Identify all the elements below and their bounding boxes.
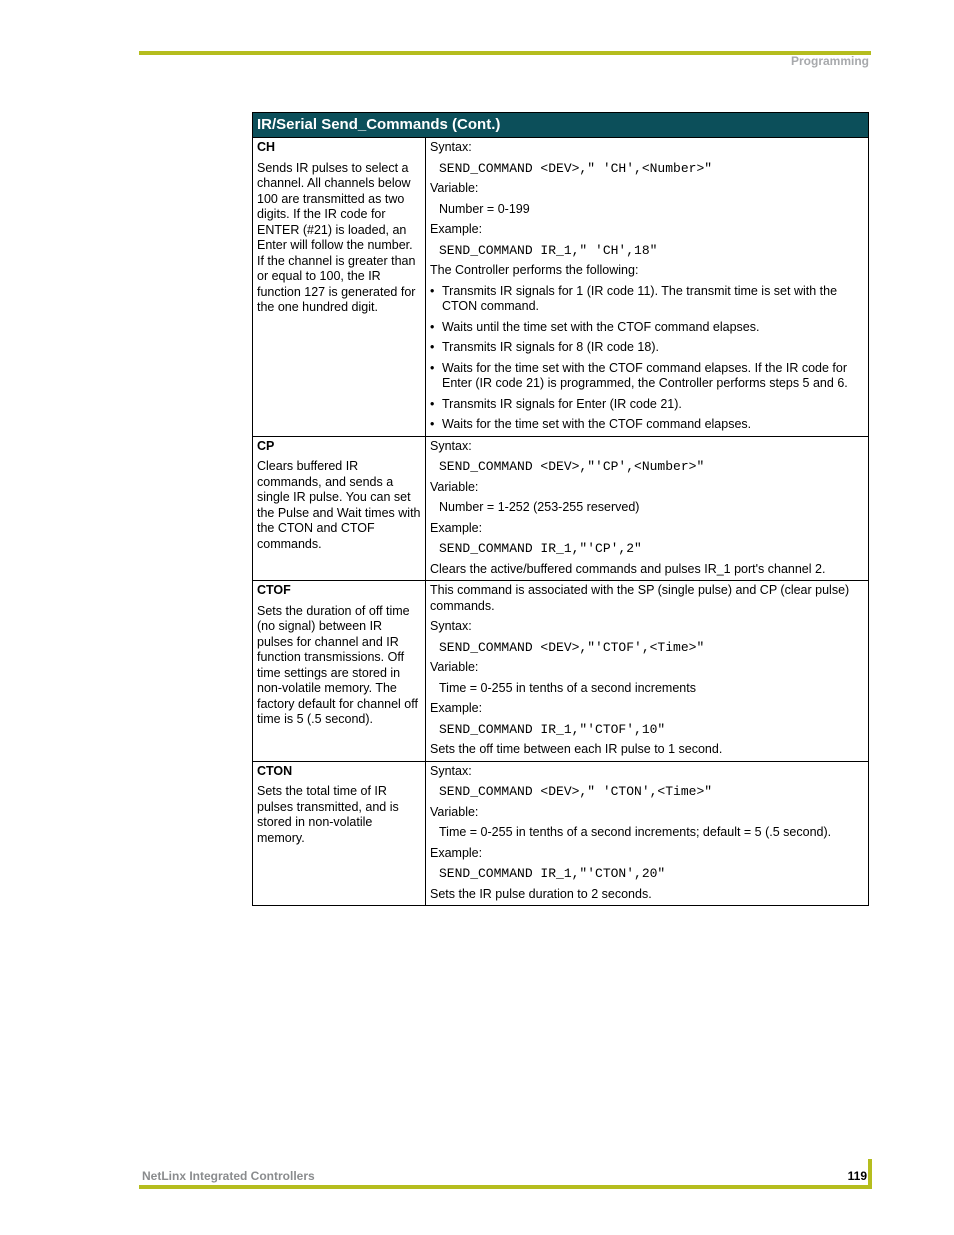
- syntax-code: SEND_COMMAND <DEV>," 'CH',<Number>": [439, 160, 713, 176]
- example-label: Example:: [430, 701, 483, 715]
- syntax-label: Syntax:: [430, 140, 472, 154]
- variable-value: Time = 0-255 in tenths of a second increments; default = 5 (.5 second).: [439, 825, 832, 839]
- variable-value: Time = 0-255 in tenths of a second increments: [439, 680, 696, 695]
- list-item: • Transmits IR signals for 8 (IR code 18).: [430, 340, 864, 356]
- header-rule: [139, 51, 871, 55]
- footer-title: NetLinx Integrated Controllers: [142, 1169, 315, 1183]
- command-description: Sends IR pulses to select a channel. All channels below 100 are transmitted as two digits. If the IR code for ENTER (#21) is loaded, an Enter will follow the number. If the channel is greater than or equal to 100, the IR function 127 is generated for the one hundred digit.: [257, 160, 416, 314]
- command-cell: [253, 436, 426, 581]
- list-item: • Waits for the time set with the CTOF command elapses. If the IR code for Enter (IR code 21) is programmed, the Controller performs steps 5 and 6.: [430, 361, 864, 392]
- command-description: Sets the total time of IR pulses transmitted, and is stored in non-volatile memory.: [257, 784, 399, 845]
- variable-label: Variable:: [430, 181, 479, 195]
- page-number: 119: [847, 1169, 867, 1183]
- command-name: CTON: [257, 763, 293, 778]
- variable-value: Number = 1-252 (253-255 reserved): [439, 500, 640, 514]
- example-code: SEND_COMMAND IR_1," 'CH',18": [439, 242, 658, 258]
- section-label: Programming: [790, 54, 869, 68]
- command-name: CH: [257, 140, 276, 154]
- command-table: [252, 112, 869, 906]
- result-text: Sets the IR pulse duration to 2 seconds.: [430, 886, 652, 901]
- example-code: SEND_COMMAND IR_1,"'CTON',20": [439, 866, 666, 881]
- result-text: Sets the off time between each IR pulse to 1 second.: [430, 742, 723, 756]
- example-label: Example:: [430, 845, 483, 860]
- syntax-code: SEND_COMMAND <DEV>,"'CP',<Number>": [439, 459, 705, 474]
- footer-rule: [139, 1185, 871, 1189]
- table-title: IR/Serial Send_Commands (Cont.): [253, 113, 869, 138]
- intro-text: This command is associated with the SP (single pulse) and CP (clear pulse) commands.: [430, 583, 850, 613]
- example-label: Example:: [430, 520, 483, 535]
- example-code: SEND_COMMAND IR_1,"'CTOF',10": [439, 721, 666, 737]
- list-item-text: Waits for the time set with the CTOF command elapses.: [442, 417, 752, 431]
- command-description: Clears buffered IR commands, and sends a single IR pulse. You can set the Pulse and Wait times with the CTON and CTOF commands.: [257, 459, 421, 551]
- list-item-text: Transmits IR signals for 1 (IR code 11). The transmit time is set with the CTON command.: [442, 283, 838, 313]
- list-item-text: Waits for the time set with the CTOF command elapses. If the IR code for Enter (IR code 21) is programmed, the Controller performs steps 5 and 6.: [442, 360, 848, 390]
- result-text: Clears the active/buffered commands and pulses IR_1 port's channel 2.: [430, 561, 826, 576]
- syntax-code: SEND_COMMAND <DEV>," 'CTON',<Time>": [439, 784, 713, 799]
- example-label: Example:: [430, 222, 483, 236]
- list-item: • Transmits IR signals for Enter (IR code 21).: [430, 397, 864, 413]
- list-item: • Waits for the time set with the CTOF command elapses.: [430, 417, 864, 433]
- details-cell: [426, 761, 869, 906]
- variable-value: Number = 0-199: [439, 201, 530, 216]
- list-item: • Transmits IR signals for 1 (IR code 11). The transmit time is set with the CTON command.: [430, 284, 864, 315]
- table-row: [253, 761, 869, 906]
- table-row: [253, 436, 869, 581]
- details-cell: [426, 581, 869, 762]
- command-cell: [253, 138, 426, 437]
- syntax-label: Syntax:: [430, 438, 472, 453]
- details-cell: [426, 138, 869, 437]
- table-row: [253, 581, 869, 762]
- command-cell: [253, 761, 426, 906]
- syntax-label: Syntax:: [430, 619, 472, 633]
- list-item-text: Transmits IR signals for 8 (IR code 18).: [442, 340, 659, 354]
- details-cell: [426, 436, 869, 581]
- example-code: SEND_COMMAND IR_1,"'CP',2": [439, 541, 642, 556]
- list-item: • Waits until the time set with the CTOF command elapses.: [430, 320, 864, 336]
- command-name: CP: [257, 438, 275, 453]
- command-name: CTOF: [257, 583, 291, 597]
- syntax-code: SEND_COMMAND <DEV>,"'CTOF',<Time>": [439, 639, 705, 655]
- table-row: [253, 138, 869, 437]
- result-text: The Controller performs the following:: [430, 263, 639, 277]
- variable-label: Variable:: [430, 804, 479, 819]
- list-item-text: Transmits IR signals for Enter (IR code 21).: [442, 396, 682, 411]
- variable-label: Variable:: [430, 479, 479, 494]
- syntax-label: Syntax:: [430, 763, 472, 778]
- command-cell: [253, 581, 426, 762]
- variable-label: Variable:: [430, 660, 479, 674]
- command-description: Sets the duration of off time (no signal) between IR pulses for channel and IR function transmissions. Off time settings are stored in non-volatile memory. The factory default for channel off time is 5 (.5 second).: [257, 603, 418, 726]
- list-item-text: Waits until the time set with the CTOF command elapses.: [442, 319, 760, 334]
